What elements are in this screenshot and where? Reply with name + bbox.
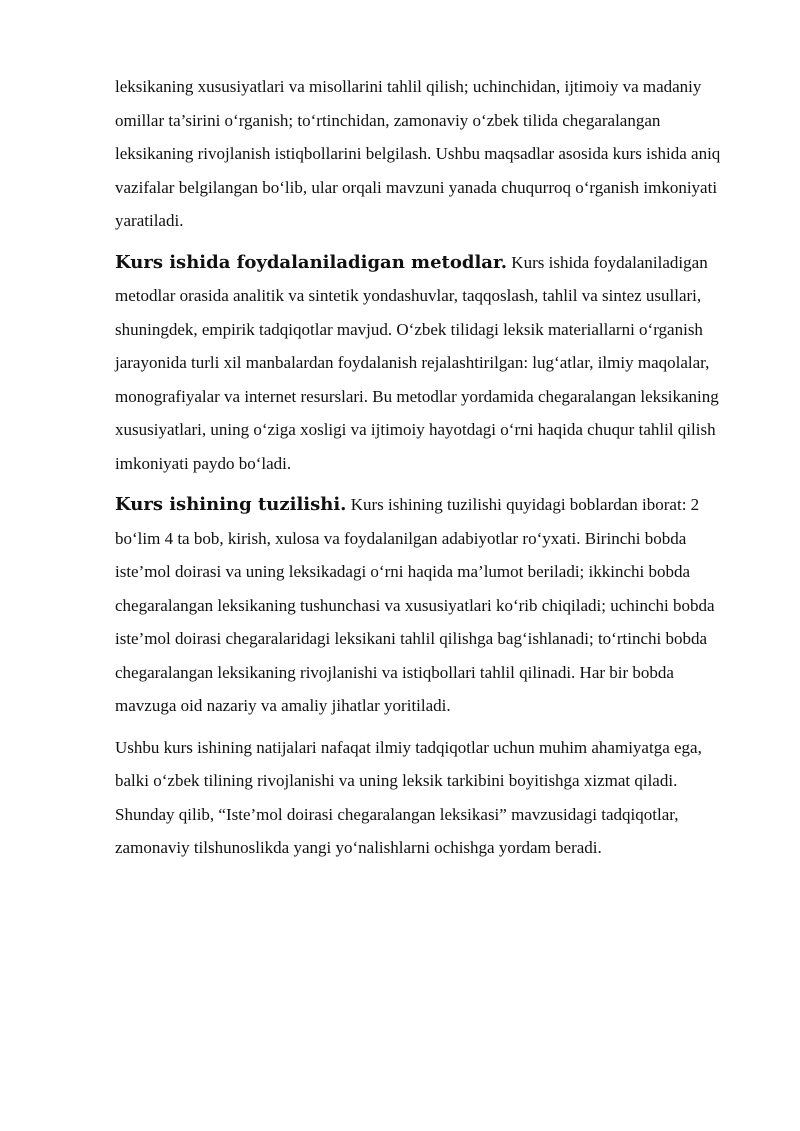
paragraph-objectives-continued (115, 70, 735, 238)
paragraph-text: Ushbu kurs ishining natijalari nafaqat ilmiy tadqiqotlar uchun muhim ahamiyatga ega, balki o‘zbek tilining rivojlanishi va uning leksik tarkibini boyitishga xizmat qiladi. Shunday qilib, “Iste’mol doirasi chegaralangan leksikasi” mavzusidagi tadqiqotlar, zamonaviy tilshunoslikda yangi yo‘nalishlarni ochishga yordam beradi. (115, 737, 702, 857)
document-page (115, 70, 735, 873)
paragraph-conclusion (115, 731, 735, 865)
section-heading-methods: Kurs ishida foydalaniladigan metodlar. (115, 251, 508, 273)
paragraph-structure (115, 488, 735, 723)
paragraph-text: leksikaning xususiyatlari va misollarini tahlil qilish; uchinchidan, ijtimoiy va madaniy omillar ta’sirini o‘rganish; to‘rtinchidan, zamonaviy o‘zbek tilida chegaralangan leksikaning rivojlanish istiqbollarini belgilash. Ushbu maqsadlar asosida kurs ishida aniq vazifalar belgilangan bo‘lib, ular orqali mavzuni yanada chuqurroq o‘rganish imkoniyati yaratiladi. (115, 77, 721, 230)
paragraph-methods (115, 246, 735, 481)
paragraph-text: Kurs ishining tuzilishi quyidagi boblardan iborat: 2 bo‘lim 4 ta bob, kirish, xulosa va foydalanilgan adabiyotlar ro‘yxati. Birinchi bobda iste’mol doirasi va uning leksikadagi o‘rni haqida ma’lumot beriladi; ikkinchi bobda chegaralangan leksikaning tushunchasi va xususiyatlari ko‘rib chiqiladi; uchinchi bobda iste’mol doirasi chegaralaridagi leksikani tahlil qilishga bag‘ishlanadi; to‘rtinchi bobda chegaralangan leksikaning rivojlanishi va istiqbollari tahlil qilinadi. Har bir bobda mavzuga oid nazariy va amaliy jihatlar yoritiladi. (115, 495, 715, 715)
paragraph-text: Kurs ishida foydalaniladigan metodlar orasida analitik va sintetik yondashuvlar, taqqoslash, tahlil va sintez usullari, shuningdek, empirik tadqiqotlar mavjud. O‘zbek tilidagi leksik materiallarni o‘rganish jarayonida turli xil manbalardan foydalanish rejalashtirilgan: lug‘atlar, ilmiy maqolalar, monografiyalar va internet resurslari. Bu metodlar yordamida chegaralangan leksikaning xususiyatlari, uning o‘ziga xosligi va ijtimoiy hayotdagi o‘rni haqida chuqur tahlil qilish imkoniyati paydo bo‘ladi. (115, 252, 719, 473)
section-heading-structure: Kurs ishining tuzilishi. (115, 494, 347, 515)
